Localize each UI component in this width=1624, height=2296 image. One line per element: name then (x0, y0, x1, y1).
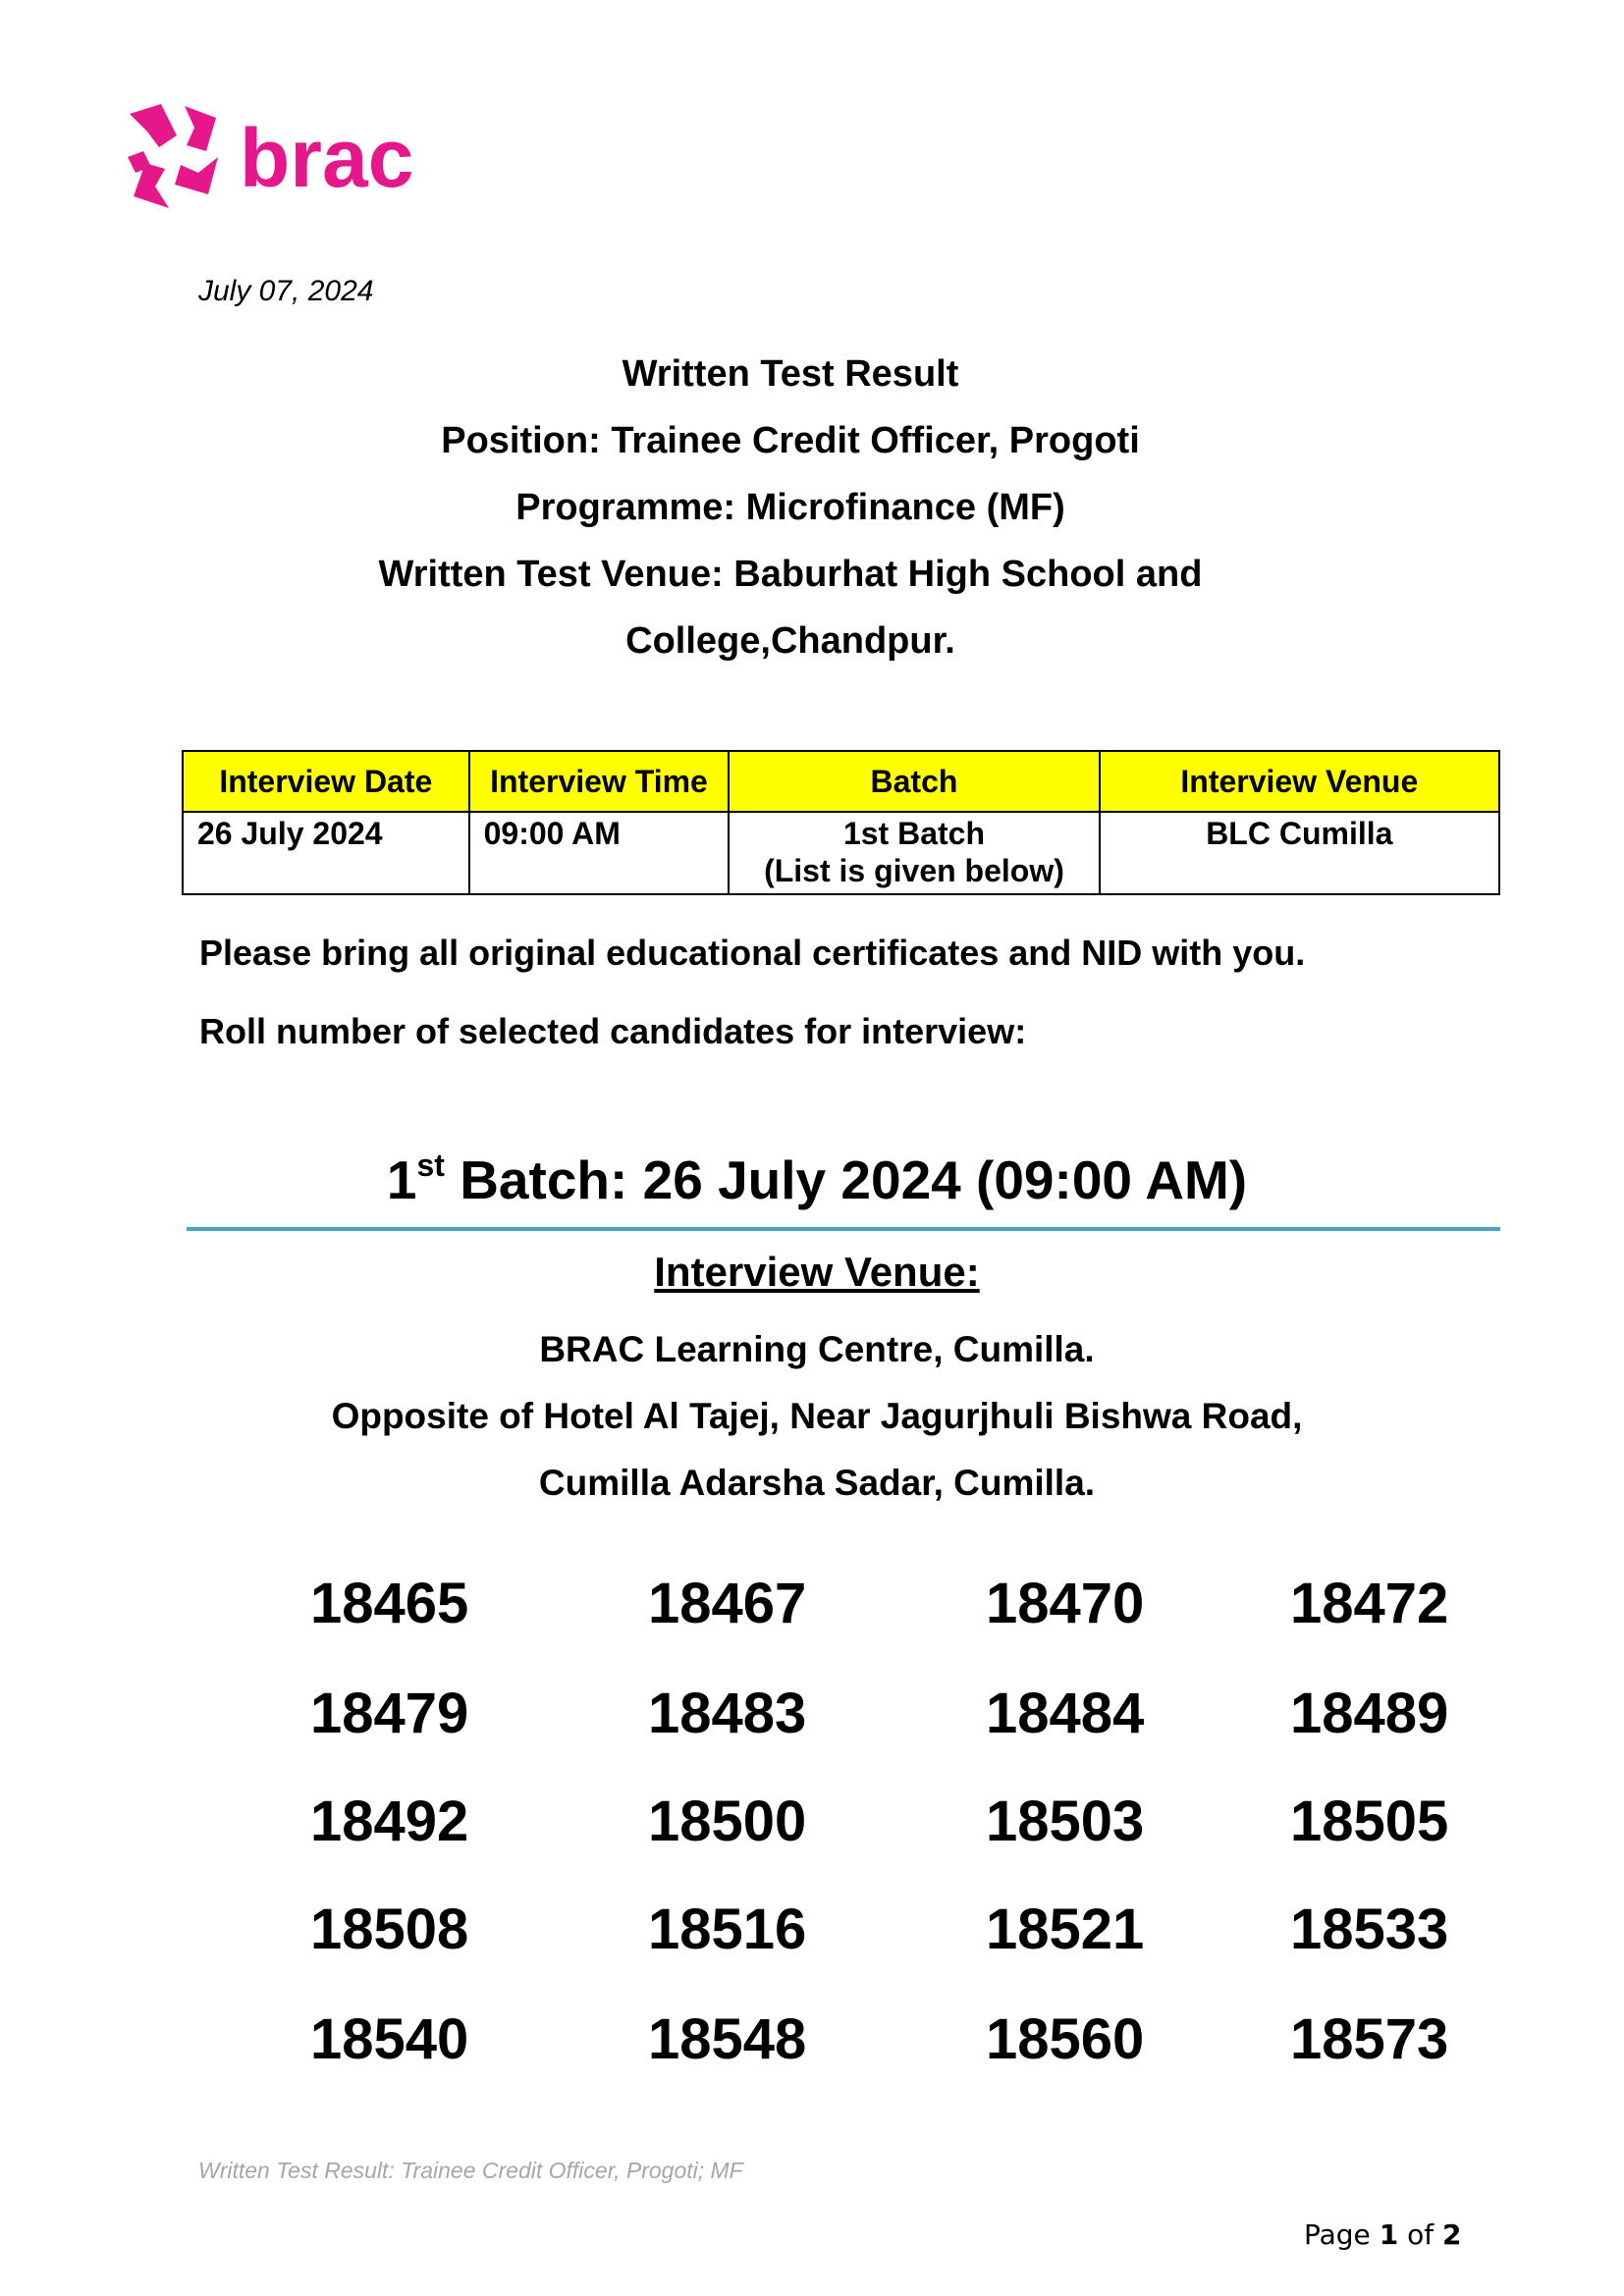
table-header-row (183, 751, 1499, 812)
roll-number: 18548 (648, 2007, 807, 2071)
roll-number: 18500 (648, 1789, 807, 1853)
header-interview-venue: Interview Venue (1100, 751, 1499, 812)
roll-number: 18533 (1290, 1897, 1449, 1961)
roll-number: 18465 (310, 1572, 469, 1635)
interview-venue-title: Interview Venue: (654, 1249, 980, 1295)
programme-line: Programme: Microfinance (MF) (515, 487, 1065, 528)
header-interview-time: Interview Time (469, 751, 730, 812)
roll-number: 18560 (986, 2007, 1145, 2071)
roll-number: 18470 (986, 1572, 1145, 1635)
header-batch: Batch (729, 751, 1099, 812)
brac-logo (126, 102, 440, 212)
venue-line3: Cumilla Adarsha Sadar, Cumilla. (538, 1463, 1096, 1503)
brac-symbol-icon (128, 104, 218, 208)
page-title: Written Test Result (622, 353, 959, 395)
roll-number: 18483 (648, 1682, 807, 1745)
roll-number: 18505 (1290, 1789, 1449, 1853)
table-row (183, 812, 1499, 894)
page-of: of (1407, 2218, 1435, 2251)
roll-number: 18573 (1290, 2007, 1449, 2071)
roll-number: 18472 (1290, 1572, 1449, 1635)
roll-number: 18489 (1290, 1682, 1449, 1745)
document-date: July 07, 2024 (198, 275, 374, 307)
venue-line1: BRAC Learning Centre, Cumilla. (539, 1329, 1095, 1369)
cell-interview-time: 09:00 AM (469, 812, 730, 894)
header-interview-date: Interview Date (183, 751, 469, 812)
roll-number: 18484 (986, 1682, 1145, 1745)
batch-heading (0, 1148, 1624, 1211)
page-total: 2 (1442, 2218, 1462, 2251)
batch-ordinal-number: 1 (386, 1149, 417, 1210)
roll-number: 18467 (648, 1572, 807, 1635)
position-line: Position: Trainee Credit Officer, Progoti (441, 420, 1140, 461)
roll-number: 18540 (310, 2007, 469, 2071)
cell-batch-line1: 1st Batch (842, 816, 985, 851)
roll-number: 18492 (310, 1789, 469, 1853)
roll-number: 18521 (986, 1897, 1145, 1961)
written-test-venue-line2: College,Chandpur. (625, 620, 955, 662)
roll-intro: Roll number of selected candidates for interview: (199, 1011, 1027, 1051)
brac-logo-text: brac (240, 112, 414, 204)
bring-documents-note: Please bring all original educational certificates and NID with you. (199, 933, 1306, 973)
footer-text: Written Test Result: Trainee Credit Officer, Progoti; MF (198, 2158, 743, 2183)
cell-batch-line2: (List is given below) (764, 853, 1064, 888)
batch-ordinal-suffix: st (416, 1147, 445, 1183)
cell-batch (729, 812, 1099, 894)
interview-schedule-table (182, 750, 1500, 895)
batch-heading-text: Batch: 26 July 2024 (09:00 AM) (444, 1149, 1248, 1210)
roll-number: 18479 (310, 1682, 469, 1745)
page-number (1304, 2218, 1461, 2251)
roll-number: 18516 (648, 1897, 807, 1961)
roll-number: 18508 (310, 1897, 469, 1961)
page-current: 1 (1379, 2218, 1399, 2251)
written-test-venue-line1: Written Test Venue: Baburhat High School and (378, 554, 1203, 595)
cell-interview-venue: BLC Cumilla (1100, 812, 1499, 894)
venue-line2: Opposite of Hotel Al Tajej, Near Jagurjhuli Bishwa Road, (331, 1396, 1303, 1436)
batch-divider (187, 1227, 1500, 1231)
roll-number: 18503 (986, 1789, 1145, 1853)
cell-interview-date: 26 July 2024 (183, 812, 469, 894)
page-word: Page (1304, 2218, 1371, 2251)
